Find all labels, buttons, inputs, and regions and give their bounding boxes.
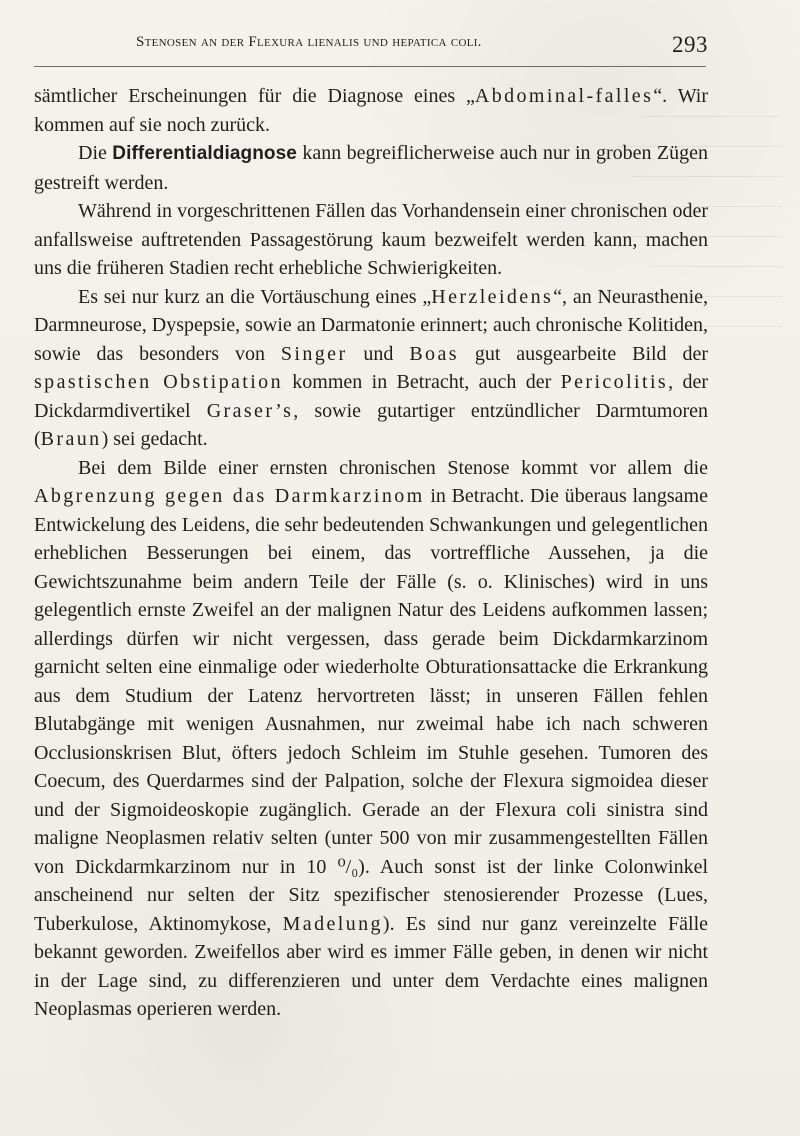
p4-emphasis-5: Pericolitis <box>560 371 669 393</box>
paragraph-3: Während in vorgeschrittenen Fällen das Vorhandensein einer chronischen oder anfallsweise auftretenden Passagestörung kaum bezweifelt werden kann, machen uns die früheren Stadien recht erhebliche Schwierigkeiten. <box>34 200 708 279</box>
p4-text-5: kommen in Betracht, auch der <box>282 371 561 393</box>
page-body <box>34 82 708 1024</box>
p4-text-4: gut ausgearbeite Bild der <box>458 342 708 365</box>
p5-text-3: ). Es sind nur ganz vereinzelte Fälle bekannt geworden. Zweifellos aber wird es immer Fälle geben, in denen wir nicht in der Lage sind, zu differenzieren und unter dem Verdachte eines malignen Neoplasmas operieren werden. <box>34 912 709 1020</box>
p4-emphasis-4: spastischen Obstipation <box>34 371 283 393</box>
p5-text-2: in Betracht. Die überaus langsame Entwickelung des Leidens, die sehr bedeutenden Schwankungen und gelegentlichen erheblichen Besserungen bei einem, das vortreffliche Aussehen, ja die Gewichtszunahme beim andern Teile der Fälle (s. o. Klinisches) wird in uns gelegentlich ernste Zweifel an der malignen Natur des Leidens aufkommen lassen; allerdings dürfen wir nicht vergessen, dass gerade beim Dickdarmkarzinom garnicht selten eine einmalige oder wiederholte Obturationsattacke die Erkrankung aus dem Studium der Latenz hervortreten lässt; in unseren Fällen fehlen Blutabgänge mit wenigen Ausnahmen, nur zweimal habe ich nach schweren Occlusionskrisen Blut, öfters jedoch Schleim im Stuhle gesehen. Tumoren des Coecum, des Querdarmes sind der Palpation, solche der Flexura sigmoidea dieser und der Sigmoideoskopie zugänglich. Gerade an der Flexura coli sinistra sind maligne Neoplasmen relativ selten (unter 500 von mir zusammengestellten Fällen von Dickdarmkarzinom nur in 10 ⁰/₀). Auch sonst ist der linke Colonwinkel anscheinend nur selten der Sitz spezifischer stenosierender Prozesse (Lues, Tuberkulose, Aktinomykose, <box>34 485 708 935</box>
p5-text-1: Bei dem Bilde einer ernsten chronischen Stenose kommt vor allem die <box>78 456 708 479</box>
p1-emphasis-1: Abdominal-falles <box>474 85 654 107</box>
p1-text-1: sämtlicher Erscheinungen für die Diagnose eines „ <box>34 85 475 107</box>
running-title: Stenosen an der Flexura lienalis und hepatica coli. <box>136 34 482 50</box>
p5-emphasis-2: Madelung <box>282 912 383 935</box>
p5-emphasis-1: Abgrenzung gegen das Darmkarzinom <box>34 485 425 507</box>
p4-text-7: , sowie gutartiger entzündlicher Darmtumoren ( <box>34 399 708 450</box>
p4-text-3: und <box>347 342 410 365</box>
p4-text-1: Es sei nur kurz an die Vortäuschung eines „ <box>78 285 432 308</box>
page-header <box>136 34 708 62</box>
p4-text-2: “, an Neurasthenie, Darmneurose, Dyspepsie, sowie an Darmatonie erinnert; auch chronische Kolitiden, sowie das besonders von <box>34 285 709 365</box>
header-divider <box>34 66 706 67</box>
paragraph-2 <box>34 139 708 197</box>
p2-text-1: Die <box>78 142 113 164</box>
p2-strong-1: Differentialdiagnose <box>112 143 297 164</box>
paragraph-1 <box>34 82 708 139</box>
p4-emphasis-6: Graser’s <box>206 399 294 422</box>
p4-emphasis-2: Singer <box>280 342 348 365</box>
page-number: 293 <box>672 32 708 57</box>
p4-emphasis-1: Herzleidens <box>431 285 554 308</box>
p2-text-2: kann begreiflicherweise auch nur in groben Zügen gestreift werden. <box>34 142 708 194</box>
paragraph-4 <box>34 283 708 454</box>
p4-text-6: , der Dickdarmdivertikel <box>34 371 708 422</box>
p4-emphasis-3: Boas <box>409 342 459 365</box>
p4-text-8: ) sei gedacht. <box>101 428 208 450</box>
paragraph-5 <box>34 454 708 1024</box>
p1-text-2: “. Wir kommen auf sie noch zurück. <box>34 85 708 136</box>
p4-emphasis-7: Braun <box>40 428 102 450</box>
